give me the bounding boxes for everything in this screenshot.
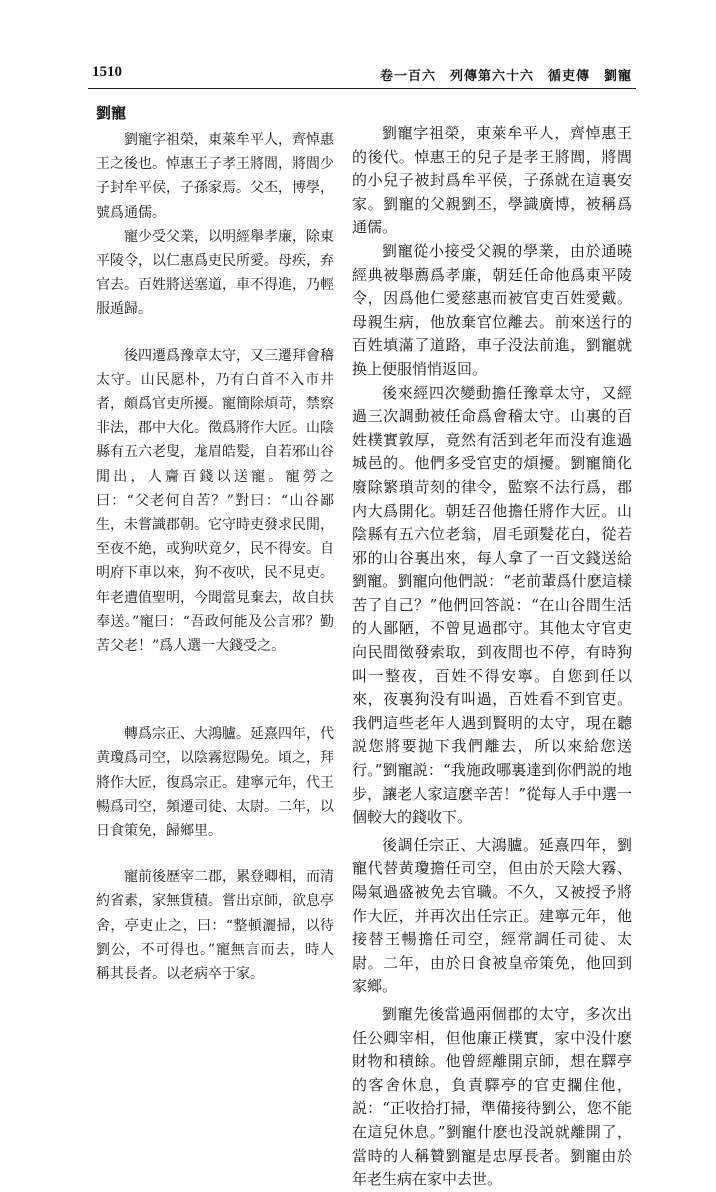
running-title: 卷一百六 列傳第六十六 循吏傳 劉寵 <box>379 69 632 84</box>
original-paragraph-4: 轉爲宗正、大鴻臚。延熹四年，代黄瓊爲司空，以陰霧愆陽免。頃之，拜將作大匠，復爲宗正。建寧元年，代王暢爲司空，頻遷司徒、太尉。二年，以日食策免，歸鄉里。 <box>96 726 334 840</box>
original-paragraph-5: 寵前後歷宰二郡，累登卿相，而清約省素，家無貨積。嘗出京師，欲息亭舍，亭吏止之，曰：“整頓灑掃，以待劉公，不可得也。”寵無言而去，時人稱其長者。以老病卒于家。 <box>96 869 334 983</box>
translation-paragraph-5: 劉寵先後當過兩個郡的太守，多次出任公卿宰相，但他廉正樸實，家中没什麽財物和積餘。他曾經離開京師，想在驛亭的客舍休息，負責驛亭的官吏攔住他，説：“正收拾打掃，準備接待劉公，您不能在這兒休息。”劉寵什麽也没説就離開了，當時的人稱贊劉寵是忠厚長者。劉寵由於年老生病在家中去世。 <box>352 1004 632 1189</box>
translation-paragraph-2: 劉寵從小接受父親的學業，由於通曉經典被舉薦爲孝廉，朝廷任命他爲東平陵令，因爲他仁愛慈惠而被官吏百姓愛戴。母親生病，他放棄官位離去。前來送行的百姓填滿了道路，車子没法前進，劉寵就换上便服悄悄返回。 <box>352 241 632 378</box>
translation-text-column <box>352 122 632 1192</box>
translation-paragraph-4: 後調任宗正、大鴻臚。延熹四年，劉寵代替黄瓊擔任司空，但由於天陰大霧、陽氣過盛被免去官職。不久，又被授予將作大匠，并再次出任宗正。建寧元年，他接替王暢擔任司空，經常調任司徒、太尉。二年，由於日食被皇帝策免，他回到家鄉。 <box>352 835 632 996</box>
header-rule <box>88 88 636 89</box>
original-paragraph-2: 寵少受父業，以明經舉孝廉，除東平陵令，以仁惠爲吏民所愛。母疾，弃官去。百姓將送塞道，車不得進，乃輕服遁歸。 <box>96 228 334 318</box>
section-title: 劉寵 <box>96 104 127 122</box>
translation-paragraph-1: 劉寵字祖榮，東萊牟平人，齊悼惠王的後代。悼惠王的兒子是孝王將閭，將閭的小兒子被封爲牟平侯，子孫就在這裏安家。劉寵的父親劉丕，學識廣博，被稱爲通儒。 <box>352 124 632 237</box>
page-number: 1510 <box>92 64 122 80</box>
original-text-column <box>96 102 334 986</box>
page-header <box>92 64 632 90</box>
original-paragraph-3: 後四遷爲豫章太守，又三遷拜會稽太守。山民愿朴，乃有白首不入市井者，頗爲官吏所擾。寵簡除煩苛，禁察非法，郡中大化。徵爲將作大匠。山陰縣有五六老叟，尨眉皓髮，自若邪山谷閒出，人齎百錢以送寵。寵勞之曰：“父老何自苦？”對曰：“山谷鄙生，未嘗識郡朝。它守時吏發求民閒，至夜不絶，或狗吠竟夕，民不得安。自明府下車以來，狗不夜吠，民不見吏。年老遭值聖明，今聞當見棄去，故自扶奉送。”寵曰：“吾政何能及公言邪？勤苦父老！”爲人選一大錢受之。 <box>96 347 334 655</box>
original-paragraph-1: 劉寵字祖榮，東萊牟平人，齊悼惠王之後也。悼惠王子孝王將閭，將閭少子封牟平侯，子孫家焉。父丕，博學，號爲通儒。 <box>96 132 334 221</box>
translation-paragraph-3: 後來經四次變動擔任豫章太守，又經過三次調動被任命爲會稽太守。山裏的百姓樸實敦厚，竟然有活到老年而没有進過城邑的。他們多受官吏的煩擾。劉寵簡化廢除繁瑣苛刻的律令，監察不法行爲，郡内大爲開化。朝廷召他擔任將作大匠。山陰縣有五六位老翁，眉毛頭髮花白，從若邪的山谷裏出來，每人拿了一百文錢送給劉寵。劉寵向他們説：“老前輩爲什麽這樣苦了自己？”他們回答説：“在山谷間生活的人鄙陋，不曾見過郡守。其他太守官吏向民間徵發索取，到夜間也不停，有時狗叫一整夜，百姓不得安寧。自您到任以來，夜裏狗没有叫過，百姓看不到官吏。我們這些老年人遇到賢明的太守，現在聽説您將要抛下我們離去，所以來給您送行。”劉寵説：“我施政哪裏達到你們説的地步，讓老人家這麽辛苦！”從每人手中選一個較大的錢收下。 <box>352 383 632 827</box>
